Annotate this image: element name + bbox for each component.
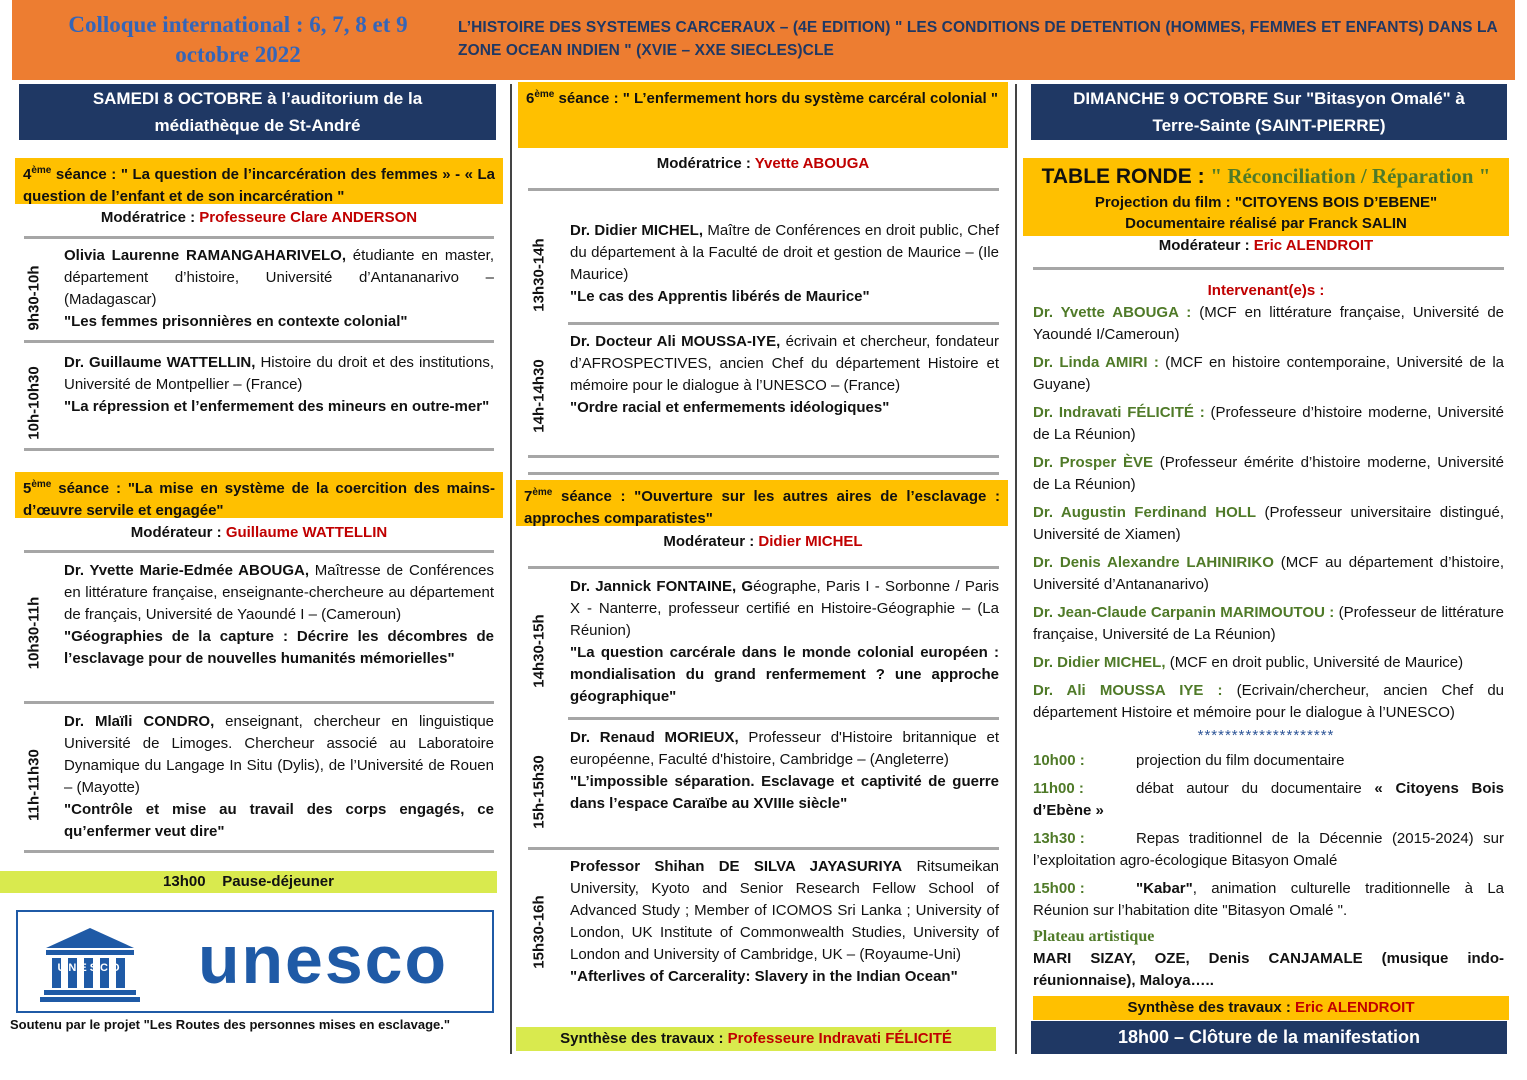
moderator-line: Modérateur : Eric ALENDROIT: [1158, 237, 1374, 254]
divider: [528, 188, 999, 191]
programme-item: 11h00 : débat autour du documentaire « Citoyens Bois d’Ebène »: [1033, 780, 1505, 819]
list-item: Dr. Yvette ABOUGA : (MCF en littérature française, Université de Yaoundé I/Cameroun): [1033, 304, 1505, 343]
table-ronde-theme: " Réconciliation / Réparation ": [1210, 164, 1491, 188]
unesco-small-text: UNESCO: [57, 962, 123, 974]
colloque-dates: Colloque international : 6, 7, 8 et 9 octobre 2022: [68, 12, 408, 67]
divider: [568, 717, 999, 720]
list-item: Dr. Denis Alexandre LAHINIRIKO (MCF au département d’histoire, Université d’Antananarivo): [1033, 554, 1504, 593]
divider: [24, 448, 494, 451]
plateau-text: MARI SIZAY, OZE, Denis CANJAMALE (musique indo-réunionnaise), Maloya…..: [1033, 950, 1504, 989]
list-item: Dr. Ali MOUSSA IYE : (Ecrivain/chercheur, ancien Chef du département Histoire et mémoire pour le dialogue à l’UNESCO): [1033, 682, 1505, 721]
divider: [528, 847, 999, 850]
talk-entry: Dr. Guillaume WATTELLIN, Histoire du droit et des institutions, Université de Montpellier – (France) "La répression et l’enfermement des mineurs en outre-mer": [64, 354, 494, 415]
synthesis-line: Synthèse des travaux : Eric ALENDROIT: [1033, 996, 1509, 1020]
day-title-saturday: SAMEDI 8 OCTOBRE à l’auditorium de la médiathèque de St-André: [19, 84, 496, 140]
time-slot: 15h-15h30: [530, 755, 548, 829]
divider: [24, 701, 494, 704]
synthesis-line: Synthèse des travaux : Professeure Indravati FÉLICITÉ: [516, 1027, 996, 1051]
divider: [1033, 267, 1504, 270]
film-title: Projection du film : "CITOYENS BOIS D’EBENE": [1094, 194, 1438, 211]
intervenants-title: Intervenant(e)s :: [1207, 282, 1325, 299]
moderator-line: Modératrice : Professeure Clare ANDERSON: [100, 209, 418, 226]
film-director: Documentaire réalisé par Franck SALIN: [1125, 215, 1407, 232]
list-item: Dr. Prosper ÈVE (Professeur émérite d’histoire moderne, Université de La Réunion): [1033, 454, 1504, 493]
table-ronde-banner: [1023, 158, 1509, 236]
event-title: L’HISTOIRE DES SYSTEMES CARCERAUX – (4E EDITION) " LES CONDITIONS DE DETENTION (HOMMES, FEMMES ET ENFANTS) DANS LA ZONE OCEAN INDIEN " (XVIE – XXE SIECLES)CLE: [458, 19, 1498, 59]
time-slot: 9h30-10h: [25, 265, 43, 331]
talk-entry: Dr. Jannick FONTAINE, Géographe, Paris I - Sorbonne / Paris X - Nanterre, professeur certifié en Histoire-Géographie – (La Réunion) "La question carcérale dans le monde colonial européen : mondialisation du grand renfermement ? une approche géographique": [570, 578, 1000, 705]
support-note: Soutenu par le projet "Les Routes des personnes mises en esclavage.": [10, 1017, 451, 1032]
talk-entry: Dr. Yvette Marie-Edmée ABOUGA, Maîtresse de Conférences en littérature française, enseignante-chercheure au département de français, Université de Yaoundé I – (Cameroun) "Géographies de la capture : Décrire les décombres de l’esclavage pour de nouvelles humanités mémorielles": [64, 562, 494, 667]
divider: [24, 236, 494, 239]
list-item: Dr. Linda AMIRI : (MCF en histoire contemporaine, Université de la Guyane): [1033, 354, 1504, 393]
time-slot: 10h30-11h: [25, 596, 43, 670]
talk-entry: Dr. Renaud MORIEUX, Professeur d'Histoire britannique et européenne, Faculté d'histoire, Cambridge – (Angleterre) "L’impossible séparation. Esclavage et captivité de guerre dans l’espace Caraïbe au XVIIIe siècle": [570, 729, 999, 812]
list-item: Dr. Didier MICHEL, (MCF en droit public, Université de Maurice): [1033, 654, 1464, 671]
unesco-logo: [16, 910, 494, 1013]
talk-entry: Dr. Mlaïli CONDRO, enseignant, chercheur en linguistique Université de Limoges. Chercheur associé au Laboratoire Dynamique du Langage In Situ (Dylis), de l’Université de Rouen – (Mayotte) "Contrôle et mise au travail des corps engagés, ce qu’enfermer veut dire": [64, 713, 494, 840]
divider: [528, 566, 999, 569]
programme-item: 13h30 : Repas traditionnel de la Décennie (2015-2024) sur l’exploitation agro-écologique Bitasyon Omalé: [1033, 830, 1504, 869]
intervenants-list: [1033, 302, 1504, 724]
time-slot: 10h-10h30: [25, 366, 43, 440]
unesco-wordmark: unesco: [197, 922, 449, 998]
seance-7-banner: 7ème séance : "Ouverture sur les autres aires de l’esclavage : approches comparatistes": [516, 480, 1008, 526]
divider: [24, 340, 494, 343]
divider: [528, 455, 999, 458]
divider: [24, 550, 494, 553]
moderator-line: Modérateur : Guillaume WATTELLIN: [130, 524, 388, 541]
talk-entry: Olivia Laurenne RAMANGAHARIVELO, étudiante en master, département d’histoire, Université d’Antananarivo – (Madagascar) "Les femmes prisonnières en contexte colonial": [64, 247, 494, 330]
programme-item: 10h00 : projection du film documentaire: [1033, 752, 1345, 769]
list-item: Dr. Augustin Ferdinand HOLL (Professeur universitaire distingué, Université de Xiamen): [1033, 504, 1504, 543]
time-slot: 11h-11h30: [25, 749, 43, 821]
divider: [528, 472, 999, 475]
programme-list: [1033, 750, 1504, 922]
column-divider: [1015, 84, 1017, 1054]
list-item: Dr. Indravati FÉLICITÉ : (Professeure d’histoire moderne, Université de La Réunion): [1033, 404, 1504, 443]
plateau-title: Plateau artistique: [1033, 928, 1155, 945]
day-title-sunday: DIMANCHE 9 OCTOBRE Sur "Bitasyon Omalé" à Terre-Sainte (SAINT-PIERRE): [1031, 84, 1507, 140]
closing-banner: 18h00 – Clôture de la manifestation: [1031, 1021, 1507, 1054]
talk-entry: Dr. Didier MICHEL, Maître de Conférences en droit public, Chef du département à la Faculté de droit et gestion de Maurice – (Ile Maurice) "Le cas des Apprentis libérés de Maurice": [570, 222, 999, 305]
moderator-line: Modératrice : Yvette ABOUGA: [656, 155, 870, 172]
seance-4-banner: 4ème séance : " La question de l’incarcération des femmes » - « La question de l’enfant et de son incarcération ": [15, 158, 503, 204]
lunch-break: 13h00 Pause-déjeuner: [0, 871, 497, 893]
separator-stars: ********************: [1197, 727, 1335, 744]
table-ronde-label: TABLE RONDE :: [1041, 165, 1211, 188]
time-slot: 15h30-16h: [530, 895, 548, 969]
time-slot: 13h30-14h: [530, 238, 548, 312]
moderator-line: Modérateur : Didier MICHEL: [663, 533, 863, 550]
divider: [24, 850, 494, 853]
talk-entry: Dr. Docteur Ali MOUSSA-IYE, écrivain et chercheur, fondateur d’AFROSPECTIVES, ancien Chef du département Histoire et mémoire pour le dialogue à l’UNESCO – (France) "Ordre racial et enfermements idéologiques": [570, 333, 999, 416]
column-divider: [510, 84, 512, 1054]
list-item: Dr. Jean-Claude Carpanin MARIMOUTOU : (Professeur de littérature française, Université de La Réunion): [1033, 604, 1505, 643]
divider: [568, 322, 999, 325]
programme-item: 15h00 : "Kabar", animation culturelle traditionnelle à La Réunion sur l’habitation dite "Bitasyon Omalé ".: [1033, 880, 1504, 919]
seance-6-banner: 6ème séance : " L’enfermement hors du système carcéral colonial ": [518, 82, 1008, 148]
seance-5-banner: 5ème séance : "La mise en système de la coercition des mains-d’œuvre servile et engagée": [15, 472, 503, 518]
time-slot: 14h-14h30: [530, 359, 548, 433]
time-slot: 14h30-15h: [530, 614, 548, 688]
talk-entry: Professor Shihan DE SILVA JAYASURIYA Ritsumeikan University, Kyoto and Senior Research Fellow School of Advanced Study ; Member of ICOMOS Sri Lanka ; University of London, UK Institute of Commonwealth Studies, University of London and University of Cambridge, UK – (Royaume-Uni) "Afterlives of Carcerality: Slavery in the Indian Ocean": [570, 858, 999, 985]
